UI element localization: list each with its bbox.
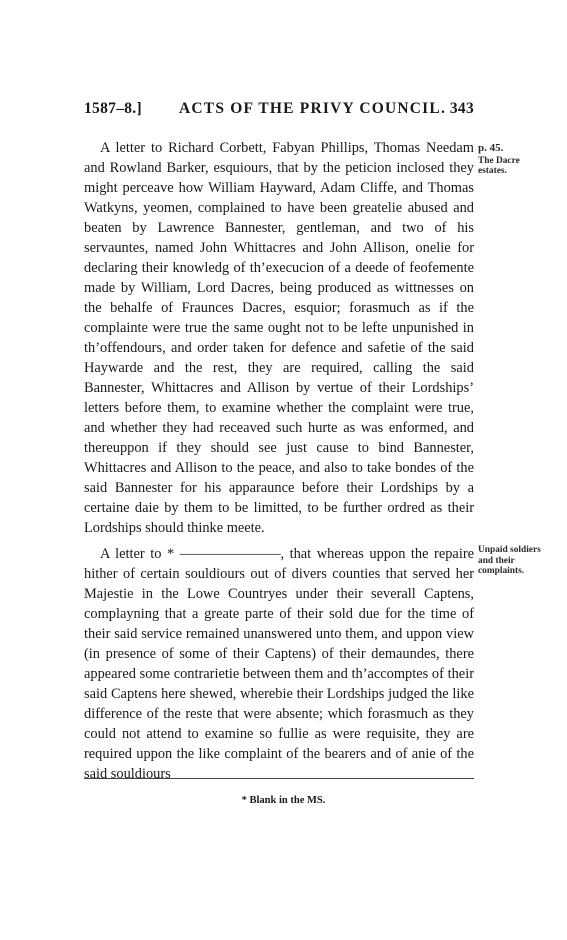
margin-page-ref: p. 45. xyxy=(478,142,504,154)
running-header xyxy=(84,100,474,120)
page-number: 343 xyxy=(449,100,474,117)
paragraph-dacre-letter: A letter to Richard Corbett, Fabyan Phillips, Thomas Needam and Rowland Barker, esquiours, that by the peticion inclosed they might perceave how William Hayward, Adam Cliffe, and Thomas Watkyns, yeomen, complained to have been greatelie abused and beaten by Lawrence Bannester, gentleman, and two of his servauntes, named John Whittacres and John Allison, onelie for declaring their knowledg of th’execucion of a deede of feofemente made by William, Lord Dacres, being produced as wittnesses on the behalfe of Fraunces Dacres, esquior; forasmuch as if the complainte were true the same ought not to be lefte unpunished in th’offendours, and order taken for defence and safetie of the said Haywarde and the rest, they are required, calling the said Bannester, Whittacres and Allison by vertue of their Lordships’ letters before them, to examine whether the complaint were true, and whether they had receaved such hurte as was enformed, and thereuppon if they should see just cause to bind Bannester, Whittacres and Allison to the peace, and also to take bondes of the said Bannester for his apparaunce before their Lordships by a certaine daie by them to be limitted, to be further ordred as their Lordships should thinke meete. xyxy=(84,140,474,536)
paragraph-soldiers-letter: A letter to * ———————, that whereas uppon the repaire hither of certain souldiours out of divers counties that served her Majestie in the Lowe Countryes under their severall Captens, complayning that a greate parte of their sold due for the time of their said service remained unanswered unto them, and uppon view (in presence of some of their Captens) of their demaundes, there appeared some contrarietie between them and th’accomptes of their said Captens here shewed, wherebie their Lordships judged the like difference of the reste that were absente; which forasmuch as they could not attend to examine so fullie as were requisite, they are required uppon the like complaint of the bearers and of anie of the said souldiours xyxy=(84,546,474,782)
main-text xyxy=(84,138,474,784)
margin-note-soldiers xyxy=(478,545,548,577)
footnote-rule xyxy=(84,778,474,779)
header-title: ACTS OF THE PRIVY COUNCIL. xyxy=(179,100,447,117)
margin-note-soldiers-text: Unpaid soldiers and their complaints. xyxy=(478,545,541,576)
margin-note-dacre-text: The Dacre estates. xyxy=(478,155,520,176)
margin-note-dacre xyxy=(478,143,548,177)
header-year: 1587–8.] xyxy=(84,100,142,117)
footnote: * Blank in the MS. xyxy=(241,795,326,806)
